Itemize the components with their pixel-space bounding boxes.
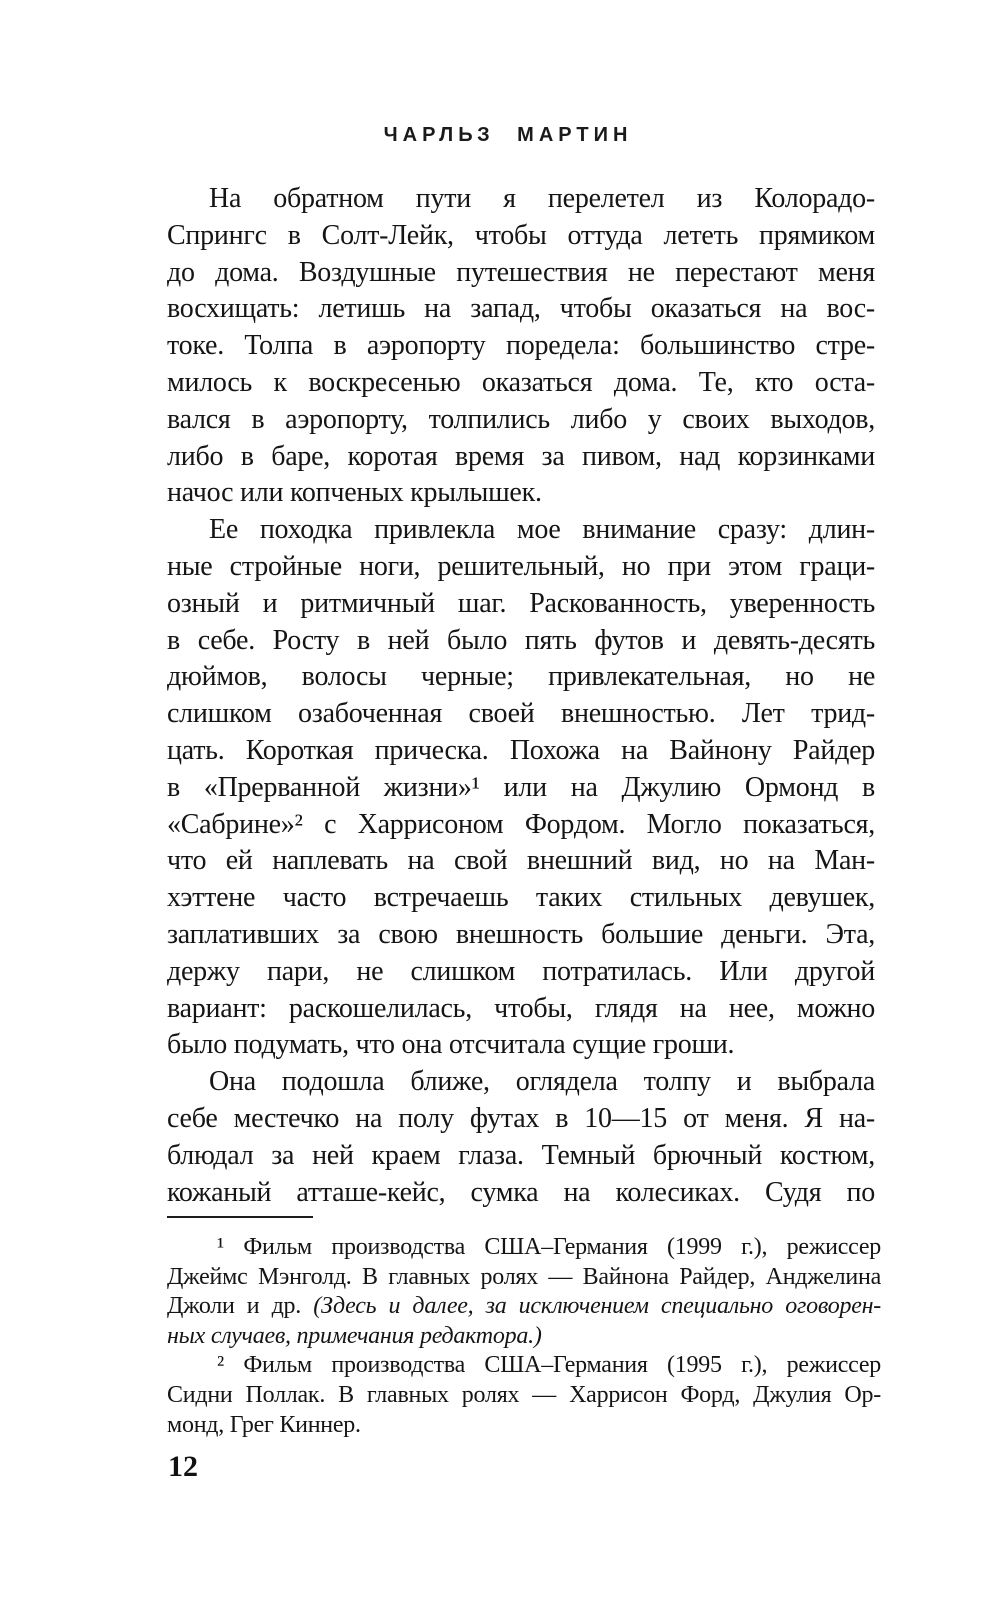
footnotes-section — [167, 1233, 881, 1440]
editor-note-italic: ных случаев, примечания редактора.) — [167, 1322, 542, 1349]
footnote-line: Сидни Поллак. В главных ролях — Харрисон Форд, Джулия Ор- — [167, 1381, 881, 1408]
footnote-line — [167, 1322, 881, 1352]
text-line: Ее походка привлекла мое внимание сразу: длин- — [209, 514, 875, 546]
paragraph — [167, 1064, 875, 1211]
text-line: вался в аэропорту, толпились либо у своих выходов, — [167, 403, 875, 435]
footnote-line: монд, Грег Киннер. — [167, 1411, 361, 1438]
text-line: в «Прерванной жизни»¹ или на Джулию Ормонд в — [167, 771, 875, 803]
editor-note-italic: (Здесь и далее, за исключением специально оговорен- — [313, 1293, 881, 1320]
text-line: токе. Толпа в аэропорту поредела: большинство стре- — [167, 330, 875, 362]
body-text — [167, 181, 875, 1211]
footnote-line: ¹ Фильм производства США–Германия (1999 г.), режиссер — [217, 1234, 881, 1260]
paragraph — [167, 181, 875, 512]
text-line: слишком озабоченная своей внешностью. Лет трид- — [167, 698, 875, 730]
text-line: цать. Короткая прическа. Похожа на Вайнону Райдер — [167, 734, 875, 766]
footnote — [167, 1233, 881, 1351]
text-line: Она подошла ближе, оглядела толпу и выбрала — [209, 1066, 875, 1098]
text-line: кожаный атташе-кейс, сумка на колесиках. Судя по — [167, 1176, 875, 1208]
footnote-line: ² Фильм производства США–Германия (1995 г.), режиссер — [217, 1352, 881, 1379]
text-line: дюймов, волосы черные; привлекательная, но не — [167, 661, 875, 693]
text-line: блюдал за ней краем глаза. Темный брючный костюм, — [167, 1139, 875, 1171]
text-line: милось к воскресенью оказаться дома. Те, кто оста- — [167, 366, 875, 398]
text-line: хэттене часто встречаешь таких стильных девушек, — [167, 882, 875, 914]
text-line: заплативших за свою внешность большие деньги. Эта, — [167, 918, 875, 950]
text-line: либо в баре, коротая время за пивом, над корзинками — [167, 440, 875, 472]
footnote-separator — [167, 1216, 313, 1218]
footnote — [167, 1351, 881, 1440]
text-line: вариант: раскошелилась, чтобы, глядя на нее, можно — [167, 992, 875, 1024]
text-line: ные стройные ноги, решительный, но при этом граци- — [167, 550, 875, 582]
text-line: в себе. Росту в ней было пять футов и девять-десять — [167, 624, 875, 656]
text-line: держу пари, не слишком потратилась. Или другой — [167, 955, 875, 987]
text-line: себе местечко на полу футах в 10—15 от меня. Я на- — [167, 1102, 875, 1134]
text-line: Спрингс в Солт-Лейк, чтобы оттуда лететь прямиком — [167, 219, 875, 251]
text-line: озный и ритмичный шаг. Раскованность, уверенность — [167, 587, 875, 619]
text-line: На обратном пути я перелетел из Колорадо- — [209, 183, 875, 214]
footnote-text: Джоли и др. — [167, 1293, 314, 1320]
footnote-line — [167, 1292, 881, 1322]
running-header-author: ЧАРЛЬЗ МАРТИН — [383, 124, 633, 146]
text-line: до дома. Воздушные путешествия не перестают меня — [167, 256, 875, 288]
page-number: 12 — [168, 1450, 198, 1483]
footnote-line: Джеймс Мэнголд. В главных ролях — Вайнона Райдер, Анджелина — [167, 1263, 881, 1290]
text-line: «Сабрине»² с Харрисоном Фордом. Могло показаться, — [167, 808, 875, 840]
text-line: было подумать, что она отсчитала сущие гроши. — [167, 1029, 735, 1061]
paragraph — [167, 512, 875, 1064]
text-line: что ей наплевать на свой внешний вид, но на Ман- — [167, 845, 875, 877]
text-line: восхищать: летишь на запад, чтобы оказаться на вос- — [167, 293, 875, 325]
text-line: начос или копченых крылышек. — [167, 477, 542, 509]
